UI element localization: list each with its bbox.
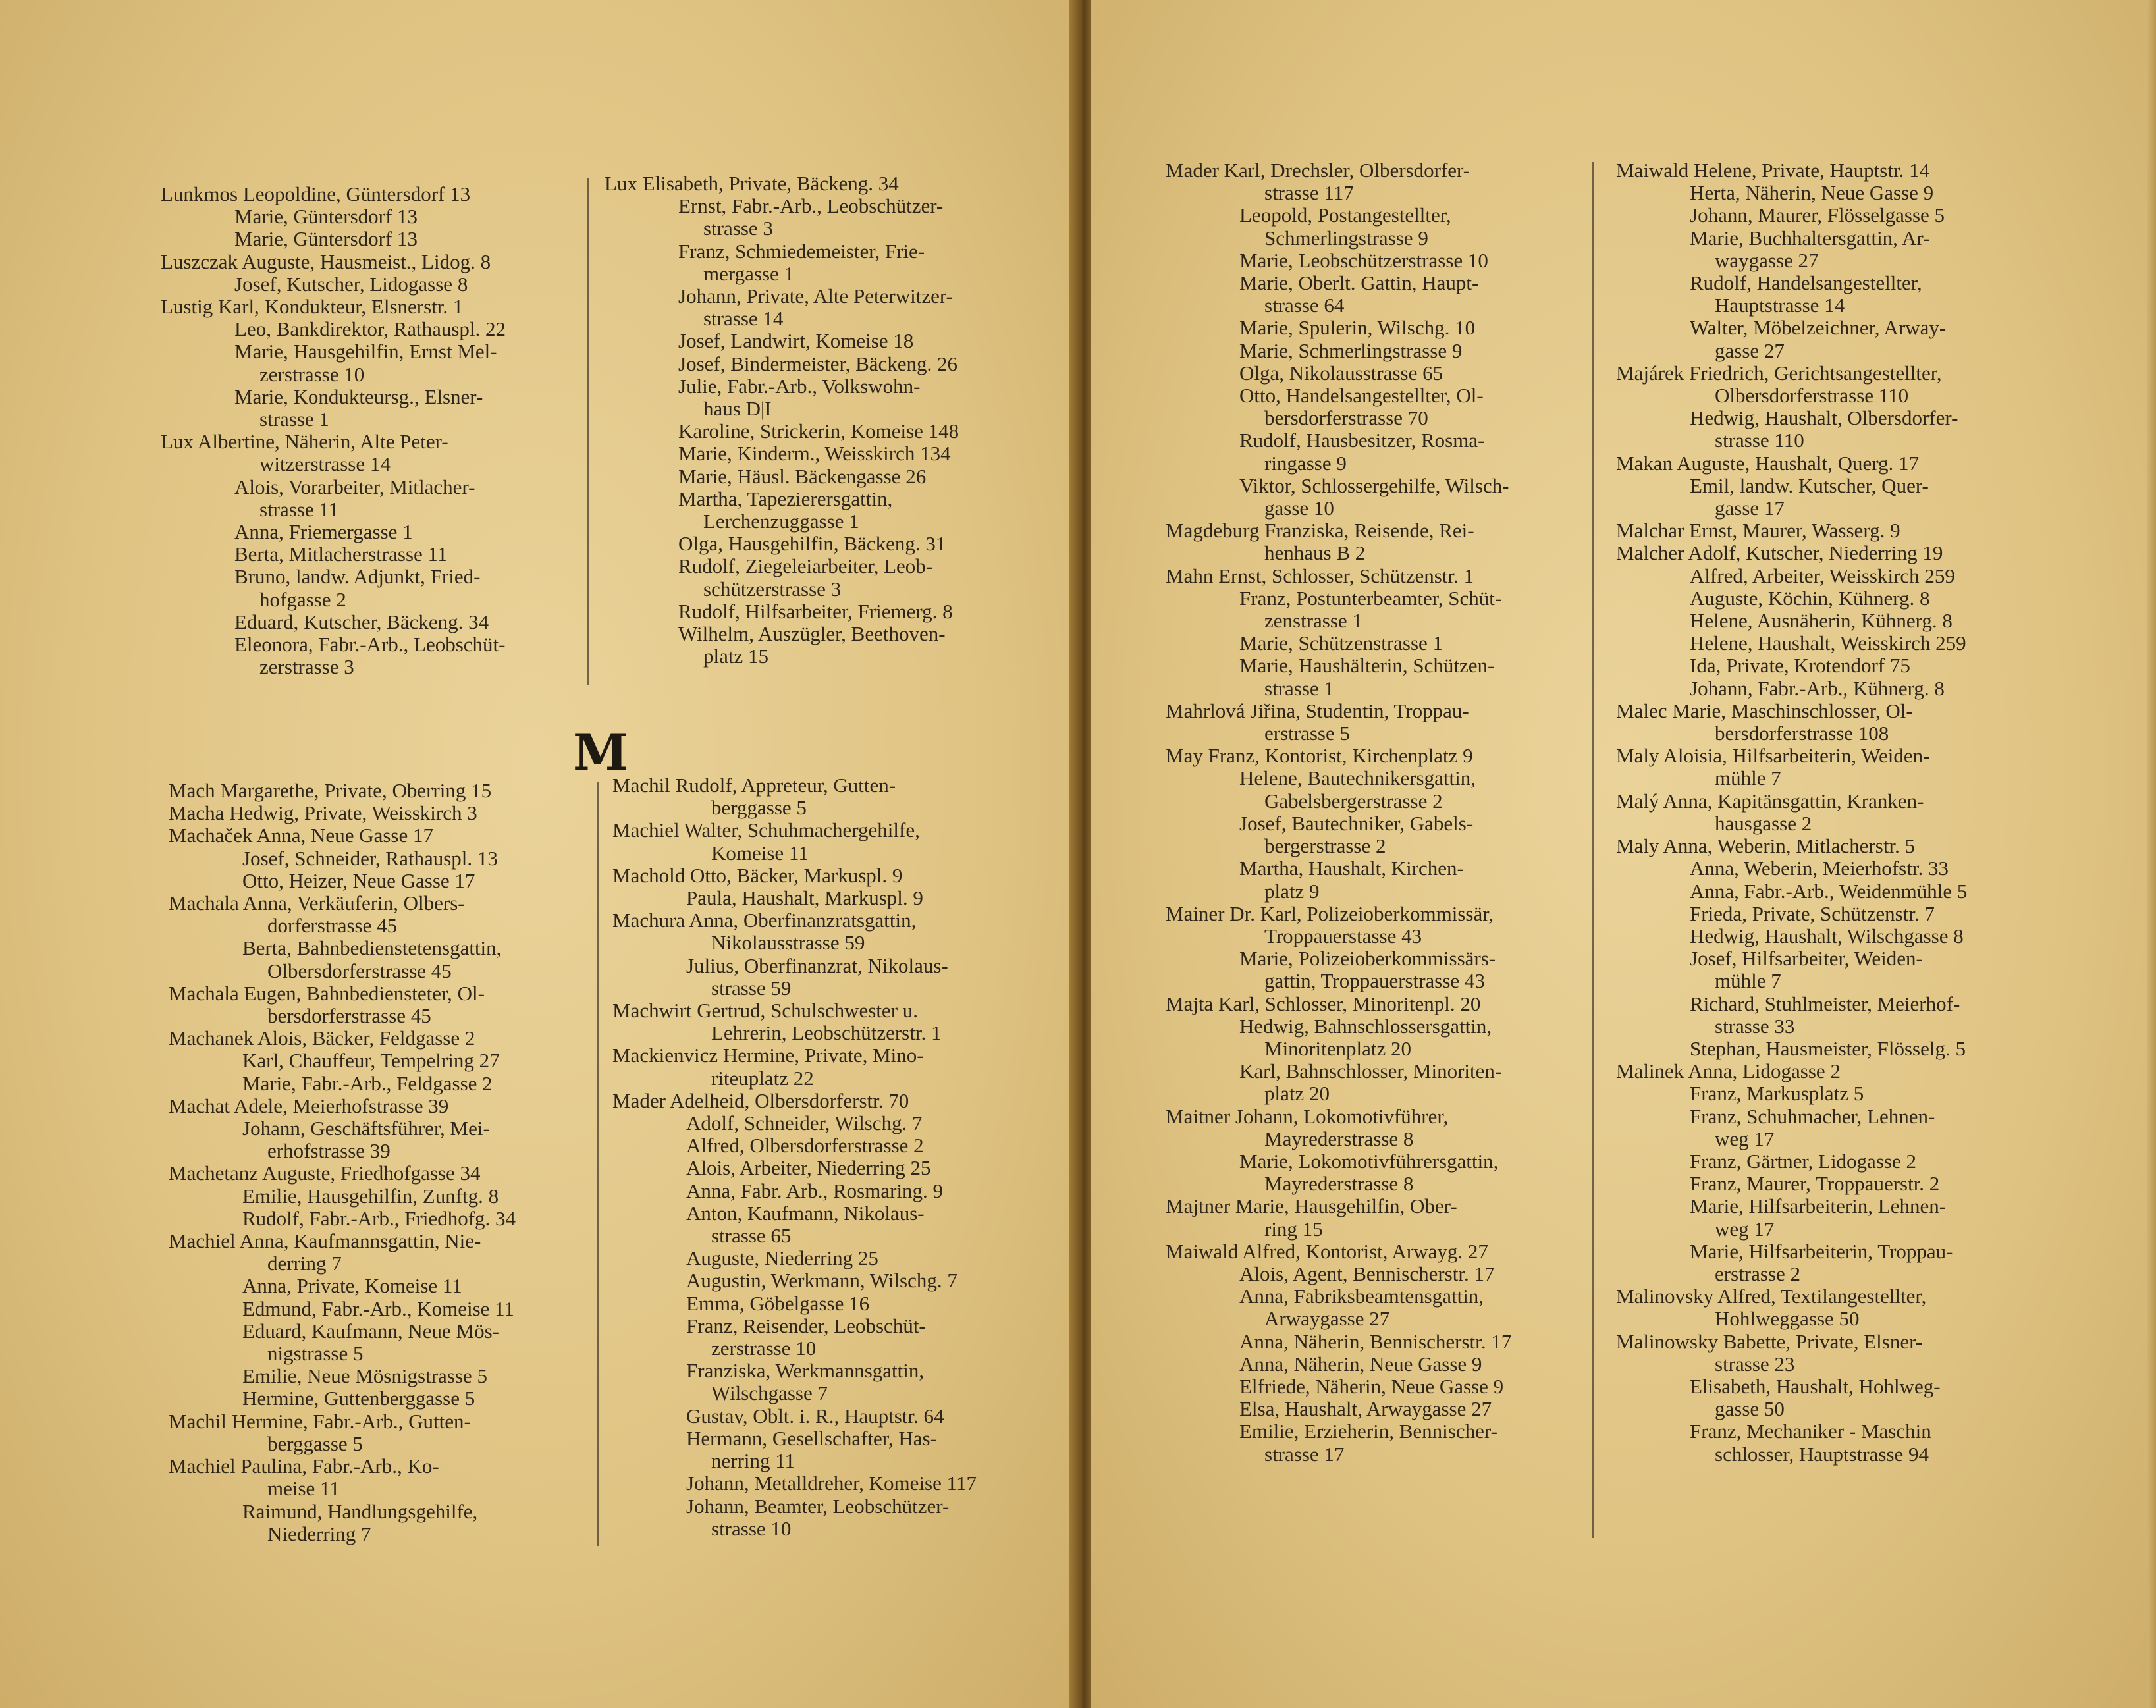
directory-entry: Machiel Walter, Schuhmachergehilfe, <box>612 818 920 842</box>
directory-entry-line: Franz, Schmiedemeister, Frie- <box>678 239 925 263</box>
directory-entry: Lux Elisabeth, Private, Bäckeng. 34 <box>605 172 899 195</box>
directory-entry: Lunkmos Leopoldine, Güntersdorf 13 <box>161 182 471 205</box>
directory-entry-line: berggasse 5 <box>711 796 807 820</box>
directory-entry-line: erstrasse 2 <box>1715 1262 1800 1285</box>
directory-entry-line: Otto, Heizer, Neue Gasse 17 <box>242 868 475 892</box>
directory-entry-line: zerstrasse 3 <box>259 655 354 679</box>
directory-entry-line: Marie, Schützenstrasse 1 <box>1239 631 1443 655</box>
directory-entry-line: Johann, Geschäftsführer, Mei- <box>242 1117 490 1140</box>
directory-entry-line: Marie, Fabr.-Arb., Feldgasse 2 <box>242 1071 493 1095</box>
directory-entry: Makan Auguste, Haushalt, Querg. 17 <box>1616 451 1920 475</box>
directory-entry: Mahrlová Jiřina, Studentin, Troppau- <box>1166 699 1469 722</box>
directory-entry: Machala Anna, Verkäuferin, Olbers- <box>169 892 465 915</box>
directory-entry-line: Eduard, Kutscher, Bäckeng. 34 <box>234 610 489 633</box>
directory-entry-line: Anna, Fabriksbeamtensgattin, <box>1239 1285 1484 1308</box>
directory-entry-line: Minoritenplatz 20 <box>1264 1036 1411 1060</box>
directory-entry-line: strasse 110 <box>1715 429 1804 452</box>
directory-entry-line: Emilie, Neue Mösnigstrasse 5 <box>242 1364 487 1388</box>
directory-entry: Mach Margarethe, Private, Oberring 15 <box>169 779 492 802</box>
directory-entry-line: Franz, Mechaniker - Maschin <box>1690 1420 1931 1443</box>
directory-entry-line: Walter, Möbelzeichner, Arway- <box>1690 316 1947 340</box>
directory-entry-line: Hohlweggasse 50 <box>1715 1307 1860 1331</box>
directory-entry: Majta Karl, Schlosser, Minoritenpl. 20 <box>1166 992 1481 1015</box>
directory-entry-line: Alois, Arbeiter, Niederring 25 <box>686 1156 931 1180</box>
directory-entry-line: berggasse 5 <box>267 1431 363 1455</box>
directory-entry-line: Anna, Näherin, Neue Gasse 9 <box>1239 1352 1482 1375</box>
directory-entry-line: Marie, Buchhaltersgattin, Ar- <box>1690 226 1930 250</box>
directory-entry-line: Hedwig, Haushalt, Wilschgasse 8 <box>1690 924 1964 947</box>
directory-entry: Machil Hermine, Fabr.-Arb., Gutten- <box>169 1409 471 1433</box>
directory-entry-line: Franz, Postunterbeamter, Schüt- <box>1239 586 1502 610</box>
directory-entry-line: bergerstrasse 2 <box>1264 834 1386 858</box>
directory-entry-line: Niederring 7 <box>267 1522 371 1545</box>
directory-entry-line: Josef, Hilfsarbeiter, Weiden- <box>1690 947 1923 971</box>
directory-entry-line: strasse 64 <box>1264 294 1345 317</box>
directory-entry-line: Karl, Chauffeur, Tempelring 27 <box>242 1049 500 1073</box>
directory-column <box>1166 159 1607 1466</box>
directory-entry-line: Johann, Fabr.-Arb., Kühnerg. 8 <box>1690 676 1945 700</box>
directory-entry-line: Leo, Bankdirektor, Rathauspl. 22 <box>234 317 506 341</box>
directory-entry-line: strasse 1 <box>1264 676 1334 700</box>
directory-entry-line: Alois, Vorarbeiter, Mitlacher- <box>234 475 475 498</box>
directory-entry-line: Komeise 11 <box>711 841 809 865</box>
directory-entry-line: riteuplatz 22 <box>711 1066 814 1090</box>
directory-entry-line: Josef, Schneider, Rathauspl. 13 <box>242 846 498 870</box>
directory-entry-line: Alfred, Arbeiter, Weisskirch 259 <box>1690 564 1955 587</box>
directory-entry-line: Johann, Metalldreher, Komeise 117 <box>686 1472 977 1495</box>
directory-entry-line: Berta, Bahnbedienstetensgattin, <box>242 936 502 960</box>
directory-entry: Machil Rudolf, Appreteur, Gutten- <box>612 774 896 797</box>
directory-entry-line: weg 17 <box>1715 1217 1775 1241</box>
directory-entry: Machanek Alois, Bäcker, Feldgasse 2 <box>169 1027 475 1050</box>
directory-entry-line: Marie, Spulerin, Wilschg. 10 <box>1239 316 1476 340</box>
directory-entry-line: Marie, Hausgehilfin, Ernst Mel- <box>234 340 497 363</box>
directory-column <box>169 780 587 1545</box>
directory-entry-line: Marie, Haushälterin, Schützen- <box>1239 654 1495 678</box>
directory-entry-line: Hermann, Gesellschafter, Has- <box>686 1426 937 1450</box>
directory-entry: Malec Marie, Maschinschlosser, Ol- <box>1616 699 1913 722</box>
directory-entry-line: Josef, Bindermeister, Bäckeng. 26 <box>678 352 958 375</box>
directory-entry: Luszczak Auguste, Hausmeist., Lidog. 8 <box>161 250 491 273</box>
directory-entry-line: strasse 23 <box>1715 1352 1795 1375</box>
directory-entry-line: Marie, Häusl. Bäckengasse 26 <box>678 464 927 488</box>
directory-entry-line: Leopold, Postangestellter, <box>1239 203 1451 227</box>
directory-entry-line: nigstrasse 5 <box>267 1342 364 1366</box>
directory-entry-line: Franz, Schuhmacher, Lehnen- <box>1690 1104 1935 1128</box>
directory-entry-line: gasse 50 <box>1715 1397 1785 1421</box>
directory-entry-line: dorferstrasse 45 <box>267 914 398 938</box>
directory-entry: Maly Anna, Weberin, Mitlacherstr. 5 <box>1616 834 1916 858</box>
directory-column <box>612 774 1047 1540</box>
directory-entry-line: schlosser, Hauptstrasse 94 <box>1715 1442 1929 1466</box>
directory-entry: Machiel Paulina, Fabr.-Arb., Ko- <box>169 1454 439 1478</box>
column-divider <box>1592 162 1594 1538</box>
directory-entry-line: witzerstrasse 14 <box>259 452 391 476</box>
directory-entry-line: mühle 7 <box>1715 766 1781 790</box>
directory-entry-line: zerstrasse 10 <box>711 1337 817 1360</box>
directory-entry-line: Marie, Polizeioberkommissärs- <box>1239 947 1496 971</box>
directory-entry-line: Elsa, Haushalt, Arwaygasse 27 <box>1239 1397 1492 1421</box>
directory-entry-line: Anna, Friemergasse 1 <box>234 520 413 544</box>
directory-entry: Mahn Ernst, Schlosser, Schützenstr. 1 <box>1166 564 1474 587</box>
directory-entry-line: strasse 117 <box>1264 181 1354 205</box>
directory-entry-line: mergasse 1 <box>703 261 795 285</box>
directory-entry-line: Rudolf, Hilfsarbeiter, Friemerg. 8 <box>678 599 953 623</box>
directory-entry: Malchar Ernst, Maurer, Wasserg. 9 <box>1616 519 1900 543</box>
directory-entry-line: Auguste, Niederring 25 <box>686 1246 878 1270</box>
directory-entry-line: platz 9 <box>1264 879 1320 903</box>
directory-entry-line: hofgasse 2 <box>259 587 346 611</box>
directory-entry: Machala Eugen, Bahnbediensteter, Ol- <box>169 981 485 1005</box>
directory-entry-line: strasse 1 <box>259 408 329 431</box>
directory-entry-line: Raimund, Handlungsgehilfe, <box>242 1499 478 1523</box>
directory-entry-line: Wilhelm, Auszügler, Beethoven- <box>678 622 946 646</box>
directory-entry: Malcher Adolf, Kutscher, Niederring 19 <box>1616 541 1943 565</box>
directory-entry-line: zenstrasse 1 <box>1264 609 1362 633</box>
directory-entry-line: Elfriede, Näherin, Neue Gasse 9 <box>1239 1374 1504 1398</box>
directory-entry-line: erstrasse 5 <box>1264 722 1350 745</box>
directory-entry-line: Anna, Fabr. Arb., Rosmaring. 9 <box>686 1179 944 1202</box>
directory-entry-line: Helene, Haushalt, Weisskirch 259 <box>1690 631 1966 655</box>
directory-entry: Malý Anna, Kapitänsgattin, Kranken- <box>1616 789 1924 813</box>
directory-entry: Machura Anna, Oberfinanzratsgattin, <box>612 909 917 932</box>
directory-entry-line: henhaus B 2 <box>1264 541 1366 565</box>
directory-entry-line: ringasse 9 <box>1264 451 1347 475</box>
directory-entry: Majtner Marie, Hausgehilfin, Ober- <box>1166 1194 1457 1218</box>
directory-entry-line: Josef, Landwirt, Komeise 18 <box>678 329 914 353</box>
directory-entry-line: Rudolf, Handelsangestellter, <box>1690 271 1922 295</box>
directory-entry-line: Franz, Reisender, Leobschüt- <box>686 1314 926 1337</box>
directory-entry-line: Emilie, Erzieherin, Bennischer- <box>1239 1420 1497 1443</box>
directory-entry-line: Johann, Beamter, Leobschützer- <box>686 1494 950 1518</box>
directory-entry-line: Anton, Kaufmann, Nikolaus- <box>686 1201 925 1225</box>
directory-entry: Mainer Dr. Karl, Polizeioberkommissär, <box>1166 901 1494 925</box>
directory-entry-line: Franz, Maurer, Troppauerstr. 2 <box>1690 1172 1940 1196</box>
directory-entry-line: Gabelsbergerstrasse 2 <box>1264 789 1443 813</box>
directory-entry-line: erhofstrasse 39 <box>267 1139 391 1163</box>
directory-entry-line: derring 7 <box>267 1252 342 1275</box>
directory-entry-line: Julius, Oberfinanzrat, Nikolaus- <box>686 953 948 977</box>
directory-entry-line: Eduard, Kaufmann, Neue Mös- <box>242 1319 499 1343</box>
directory-entry-line: Marie, Hilfsarbeiterin, Troppau- <box>1690 1239 1953 1263</box>
directory-entry-line: Herta, Näherin, Neue Gasse 9 <box>1690 181 1934 205</box>
directory-entry-line: Mayrederstrasse 8 <box>1264 1127 1414 1150</box>
directory-entry-line: Marie, Kondukteursg., Elsner- <box>234 385 483 408</box>
directory-entry-line: Marie, Hilfsarbeiterin, Lehnen- <box>1690 1194 1947 1218</box>
directory-entry-line: gasse 27 <box>1715 338 1785 362</box>
directory-entry-line: Marie, Schmerlingstrasse 9 <box>1239 338 1463 362</box>
directory-entry-line: Alois, Agent, Bennischerstr. 17 <box>1239 1262 1495 1285</box>
left-page <box>0 0 1076 1708</box>
directory-entry-line: Karoline, Strickerin, Komeise 148 <box>678 419 959 443</box>
directory-entry-line: Anna, Weberin, Meierhofstr. 33 <box>1690 857 1949 880</box>
directory-entry: Macha Hedwig, Private, Weisskirch 3 <box>169 801 477 825</box>
directory-entry-line: strasse 17 <box>1264 1442 1345 1466</box>
directory-entry-line: hausgasse 2 <box>1715 811 1812 835</box>
directory-entry-line: Anna, Näherin, Bennischerstr. 17 <box>1239 1329 1512 1353</box>
directory-column <box>161 183 582 678</box>
directory-entry-line: bersdorferstrasse 70 <box>1264 406 1428 430</box>
directory-entry-line: Ida, Private, Krotendorf 75 <box>1690 654 1910 678</box>
directory-entry-line: Olbersdorferstrasse 45 <box>267 959 452 982</box>
directory-entry-line: Paula, Haushalt, Markuspl. 9 <box>686 886 923 910</box>
directory-entry-line: strasse 10 <box>711 1516 792 1540</box>
directory-entry: Machold Otto, Bäcker, Markuspl. 9 <box>612 863 903 887</box>
directory-entry-line: Emilie, Hausgehilfin, Zunftg. 8 <box>242 1184 499 1208</box>
directory-entry-line: zerstrasse 10 <box>259 362 365 386</box>
directory-entry: Machiel Anna, Kaufmannsgattin, Nie- <box>169 1229 481 1253</box>
directory-entry-line: Olbersdorferstrasse 110 <box>1715 384 1909 408</box>
directory-entry-line: waygasse 27 <box>1715 248 1819 272</box>
directory-entry-line: Nikolausstrasse 59 <box>711 931 865 955</box>
column-divider <box>587 178 589 685</box>
directory-entry-line: Adolf, Schneider, Wilschg. 7 <box>686 1111 923 1135</box>
directory-entry-line: schützerstrasse 3 <box>703 577 842 600</box>
directory-entry-line: gasse 17 <box>1715 496 1785 520</box>
directory-entry: Machetanz Auguste, Friedhofgasse 34 <box>169 1161 481 1185</box>
directory-entry-line: Frieda, Private, Schützenstr. 7 <box>1690 901 1935 925</box>
directory-entry-line: Viktor, Schlossergehilfe, Wilsch- <box>1239 473 1509 497</box>
directory-entry: Mackienvicz Hermine, Private, Mino- <box>612 1044 924 1067</box>
directory-entry-line: Mayrederstrasse 8 <box>1264 1172 1414 1196</box>
directory-entry-line: Anna, Fabr.-Arb., Weidenmühle 5 <box>1690 879 1968 903</box>
directory-entry-line: strasse 14 <box>703 307 784 331</box>
directory-entry-line: Josef, Bautechniker, Gabels- <box>1239 811 1474 835</box>
directory-entry-line: Johann, Private, Alte Peterwitzer- <box>678 284 953 308</box>
directory-entry: Mader Adelheid, Olbersdorferstr. 70 <box>612 1088 909 1112</box>
directory-entry-line: bersdorferstrasse 45 <box>267 1004 431 1028</box>
directory-entry-line: Anna, Private, Komeise 11 <box>242 1274 462 1298</box>
directory-entry: Majárek Friedrich, Gerichtsangestellter, <box>1616 361 1942 385</box>
directory-entry-line: Emma, Göbelgasse 16 <box>686 1291 870 1315</box>
directory-entry-line: Augustin, Werkmann, Wilschg. 7 <box>686 1269 957 1293</box>
directory-entry-line: Bruno, landw. Adjunkt, Fried- <box>234 565 481 589</box>
directory-entry-line: platz 20 <box>1264 1082 1330 1106</box>
directory-entry-line: Gustav, Oblt. i. R., Hauptstr. 64 <box>686 1404 944 1428</box>
directory-entry: Lux Albertine, Näherin, Alte Peter- <box>161 430 448 454</box>
directory-entry: Machaček Anna, Neue Gasse 17 <box>169 824 433 847</box>
directory-entry-line: Schmerlingstrasse 9 <box>1264 226 1428 250</box>
directory-entry-line: haus D|I <box>703 397 772 421</box>
directory-entry-line: Marie, Oberlt. Gattin, Haupt- <box>1239 271 1479 295</box>
section-letter-heading: M <box>573 723 628 782</box>
directory-entry-line: Eleonora, Fabr.-Arb., Leobschüt- <box>234 633 506 656</box>
directory-entry-line: Emil, landw. Kutscher, Quer- <box>1690 473 1929 497</box>
directory-entry-line: Marie, Leobschützerstrasse 10 <box>1239 248 1488 272</box>
directory-entry: Malinovsky Alfred, Textilangestellter, <box>1616 1285 1927 1308</box>
directory-entry-line: Stephan, Hausmeister, Flösselg. 5 <box>1690 1036 1966 1060</box>
directory-entry-line: strasse 59 <box>711 976 792 1000</box>
directory-entry: May Franz, Kontorist, Kirchenplatz 9 <box>1166 744 1473 768</box>
directory-entry-line: Marie, Kinderm., Weisskirch 134 <box>678 442 951 466</box>
directory-entry: Machwirt Gertrud, Schulschwester u. <box>612 999 919 1023</box>
directory-entry-line: Franz, Gärtner, Lidogasse 2 <box>1690 1149 1916 1173</box>
directory-entry-line: Olga, Nikolausstrasse 65 <box>1239 361 1443 385</box>
directory-entry-line: Elisabeth, Haushalt, Hohlweg- <box>1690 1374 1941 1398</box>
directory-entry-line: Edmund, Fabr.-Arb., Komeise 11 <box>242 1296 514 1320</box>
directory-column <box>1616 159 2077 1466</box>
directory-entry-line: Otto, Handelsangestellter, Ol- <box>1239 384 1484 408</box>
directory-entry-line: strasse 65 <box>711 1224 792 1248</box>
directory-entry: Maitner Johann, Lokomotivführer, <box>1166 1104 1449 1128</box>
directory-entry-line: Hedwig, Bahnschlossersgattin, <box>1239 1014 1492 1038</box>
directory-entry-line: Lerchenzuggasse 1 <box>703 510 859 533</box>
directory-entry-line: Hedwig, Haushalt, Olbersdorfer- <box>1690 406 1958 430</box>
directory-entry-line: Johann, Maurer, Flösselgasse 5 <box>1690 203 1945 227</box>
directory-entry-line: Helene, Bautechnikersgattin, <box>1239 766 1476 790</box>
directory-entry-line: strasse 11 <box>259 497 339 521</box>
directory-entry-line: Lehrerin, Leobschützerstr. 1 <box>711 1021 942 1045</box>
column-divider <box>597 782 599 1546</box>
directory-entry-line: Alfred, Olbersdorferstrasse 2 <box>686 1134 924 1158</box>
directory-entry-line: Marie, Güntersdorf 13 <box>234 227 418 251</box>
directory-entry-line: nerring 11 <box>711 1449 795 1473</box>
directory-entry-line: Richard, Stuhlmeister, Meierhof- <box>1690 992 1960 1015</box>
directory-entry-line: meise 11 <box>267 1477 340 1501</box>
directory-entry: Maiwald Alfred, Kontorist, Arwayg. 27 <box>1166 1239 1488 1263</box>
directory-entry-line: Troppauerstasse 43 <box>1264 924 1422 947</box>
directory-entry: Malinowsky Babette, Private, Elsner- <box>1616 1329 1923 1353</box>
right-page <box>1091 0 2156 1708</box>
directory-entry: Maly Aloisia, Hilfsarbeiterin, Weiden- <box>1616 744 1930 768</box>
directory-entry-line: weg 17 <box>1715 1127 1775 1150</box>
directory-entry-line: Franz, Markusplatz 5 <box>1690 1082 1864 1106</box>
page-edge <box>2147 0 2156 1708</box>
directory-entry-line: Arwaygasse 27 <box>1264 1307 1390 1331</box>
directory-entry-line: ring 15 <box>1264 1217 1323 1241</box>
directory-entry-line: Julie, Fabr.-Arb., Volkswohn- <box>678 374 921 398</box>
directory-entry-line: gasse 10 <box>1264 496 1334 520</box>
directory-entry: Malinek Anna, Lidogasse 2 <box>1616 1059 1841 1083</box>
directory-entry-line: platz 15 <box>703 645 768 668</box>
directory-entry-line: Ernst, Fabr.-Arb., Leobschützer- <box>678 194 944 218</box>
directory-entry-line: Auguste, Köchin, Kühnerg. 8 <box>1690 586 1930 610</box>
directory-entry: Lustig Karl, Kondukteur, Elsnerstr. 1 <box>161 295 464 319</box>
directory-entry-line: Rudolf, Fabr.-Arb., Friedhofg. 34 <box>242 1206 516 1230</box>
directory-entry-line: Berta, Mitlacherstrasse 11 <box>234 543 448 566</box>
directory-entry-line: Karl, Bahnschlosser, Minoriten- <box>1239 1059 1502 1083</box>
directory-entry-line: Marie, Lokomotivführersgattin, <box>1239 1149 1499 1173</box>
directory-entry-line: Josef, Kutscher, Lidogasse 8 <box>234 272 468 296</box>
directory-entry-line: Helene, Ausnäherin, Kühnerg. 8 <box>1690 609 1953 633</box>
directory-entry-line: Franziska, Werkmannsgattin, <box>686 1359 925 1383</box>
directory-entry-line: Hauptstrasse 14 <box>1715 294 1845 317</box>
directory-entry-line: Marie, Güntersdorf 13 <box>234 205 418 228</box>
directory-entry-line: strasse 33 <box>1715 1014 1795 1038</box>
directory-entry-line: Wilschgasse 7 <box>711 1381 828 1405</box>
directory-entry: Maiwald Helene, Private, Hauptstr. 14 <box>1616 159 1930 182</box>
directory-entry-line: Olga, Hausgehilfin, Bäckeng. 31 <box>678 532 946 556</box>
directory-entry: Machat Adele, Meierhofstrasse 39 <box>169 1094 449 1117</box>
directory-entry-line: Martha, Tapezierersgattin, <box>678 487 893 510</box>
directory-entry-line: Rudolf, Hausbesitzer, Rosma- <box>1239 429 1485 452</box>
directory-entry-line: bersdorferstrasse 108 <box>1715 722 1889 745</box>
directory-entry: Mader Karl, Drechsler, Olbersdorfer- <box>1166 159 1470 182</box>
directory-entry-line: mühle 7 <box>1715 969 1781 993</box>
directory-entry-line: strasse 3 <box>703 217 773 240</box>
directory-column <box>605 173 1039 668</box>
directory-entry: Magdeburg Franziska, Reisende, Rei- <box>1166 519 1474 543</box>
directory-entry-line: Rudolf, Ziegeleiarbeiter, Leob- <box>678 554 933 578</box>
directory-entry-line: Martha, Haushalt, Kirchen- <box>1239 857 1464 880</box>
directory-entry-line: Hermine, Guttenberggasse 5 <box>242 1387 475 1410</box>
directory-entry-line: gattin, Troppauerstrasse 43 <box>1264 969 1485 993</box>
